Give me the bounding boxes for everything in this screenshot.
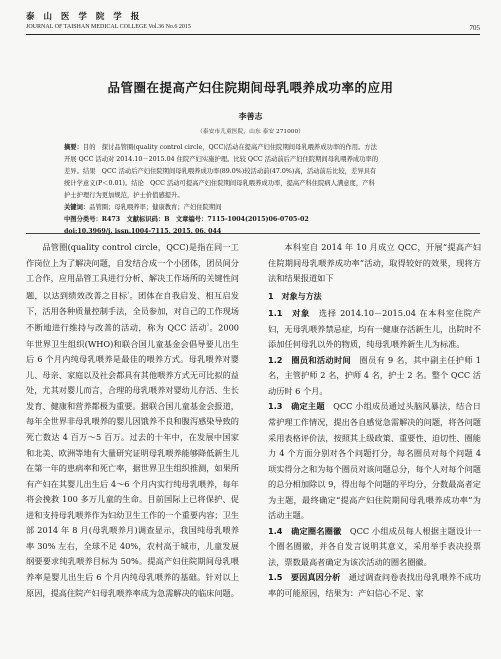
- abstract-line: 摘要：目的 探讨品管圈(quality control circle，QCC)活动在提高产妇住院期间母乳喂养成功率的作用。方法: [64, 144, 377, 151]
- intro-paragraph: 本科室自 2014 年 10 月成立 QCC，开展“提高产妇住院期间母乳喂养成功率”活动，取得较好的效果，现将方法和结果报道如下: [268, 242, 481, 284]
- subsection-1-4: 1.4 确定圈名圈徽 QCC 小组成员每人根据主题设计一个圈名圈徽，并各自发言说明其意义，采用举手表决投票法，票数最高者确定为该次活动的圈名圈徽。: [268, 525, 481, 567]
- journal-name-en: JOURNAL OF TAISHAN MEDICAL COLLEGE Vol.36 No.6 2015: [26, 24, 191, 30]
- clc-line: 中图分类号：R473 文献标识码：B 文章编号：7115-1004(2015)06-0705-02: [64, 216, 309, 223]
- article-author: 李善志: [238, 111, 263, 121]
- abstract-rule: [26, 233, 480, 234]
- abstract-line: 差异。结果 QCC 活动后产妇住院期间母乳喂养成功率(89.0%)较活动前(47.0%)高，活动前后比较，差异具有: [64, 168, 377, 175]
- keywords: 品管圈；母乳喂养率；健康教育；产妇住院期间: [89, 204, 222, 211]
- body-paragraph: 品管圈(quality control circle，QCC)是指在同一工作岗位上为了解决问题，自发结合成一个小团体，团员间分工合作，应用品管工具进行分析、解决工作场所的关键性问题，以达到绩效改善之目标$^{^1}$。团体在自我启发、相互启发下，活用各种质量控制手法，全员参加，对自己的工作现场不断地进行维持与改善的活动，称为 QCC 活动$^{^2}$。2000 年世界卫生组织(WHO)和联合国儿童基金会倡导要儿出生后 6 个月内纯母乳喂养是最佳的喂养方式。母乳喂养对婴儿、母亲、家庭以及社会都具有其他喂养方式无可比拟的益处，尤其对婴儿而言，合理的母乳喂养对婴幼儿存活、生长发育、健康和营养都极为重要。据联合国儿童基金会报道，每年全世界非母乳喂养的婴儿因饿养不良和腹泻感染导致的死亡数达 4 百万～5 百万。过去的十年中，在发展中国家和北美、欧洲等地有大量研究证明母乳喂养能够降低新生儿在第一年的患病率和死亡率，据世界卫生组织推测，如果所有产妇在其婴儿出生后 4～6 个月内实行纯母乳喂养，每年将会挽救 100 多万儿童的生命。目前国际上已将保护、促进和支持母乳喂养作为妇幼卫生工作的一个重要内容；卫生部 2014 年 8 月(母乳喂养月)调查显示，我国纯母乳喂养率 30% 左右，全球不足 40%，农村高于城市，儿童发展纲要要求纯乳喂养目标为 50%。提高产妇住院期间母乳喂养率是婴儿出生后 6 个月内纯母乳喂养的基础。针对以上原因，提高住院产妇母乳喂养率成为急需解决的临床问题。: [26, 242, 239, 598]
- subsection-1-1: 1.1 对象 选择 2014.10－2015.04 在本科室住院产妇，无母乳喂养禁忌症，均有一健康存活新生儿，出院时不添加任何母乳以外的物质，纯母乳喂养新生儿为标准。: [268, 308, 481, 350]
- subsection-1-3: 1.3 确定主题 QCC 小组成员通过头脑风暴法，结合日常护理工作情况，提出各自感觉急需解决的问题，将各问题采用表格评价法，按照其上级政策、重要性、迫切性、圈能力 4 个方面分别对各个问题打分，每名圈员对每个问题 4 项实得分之和为每个圈员对该问题总分，每个人对每个问题的总分相加除以 9，得出每个问题的平均分，分数最高者定为主题，最终确定“提高产妇住院期间母乳喂养成功率”为活动主题。: [268, 401, 481, 521]
- subsection-1-5: 1.5 要因真因分析 通过调查问卷表找出母乳喂养不成功率的可能原因，结果为：产妇信心不足、家: [268, 572, 481, 599]
- header-rule: [26, 34, 480, 35]
- article-title: 品管圈在提高产妇住院期间母乳喂养成功率的应用: [107, 80, 394, 95]
- abstract-line: 统计学意义(P＜0.01)。结论 QCC 活动可提高产妇住院期间母乳喂养成功率，提高产科住院病人满意度，产科: [64, 180, 375, 187]
- doi-line: doi:10.3969/j. issn.1004-7115. 2015. 06. 044: [64, 228, 222, 235]
- section-heading: 1 对象与方法: [268, 291, 322, 301]
- journal-name-cn: 泰 山 医 学 院 学 报: [26, 12, 143, 22]
- abstract-line: 开展 QCC 活动对 2014.10－2015.04 住院产妇实施护理。比较 QCC 活动前后产妇住院期间母乳喂养成功率的: [64, 156, 379, 163]
- right-column: [268, 240, 481, 602]
- left-column: [26, 240, 239, 601]
- keywords-line: [64, 202, 438, 214]
- article-affiliation: （泰安市儿童医院，山东 泰安 271000）: [197, 129, 304, 135]
- journal-header: [26, 10, 480, 30]
- abstract-block: [64, 142, 438, 238]
- abstract-label: 摘要：: [64, 144, 83, 151]
- abstract-line: 护士护理行为更加规范，护士价值感提升。: [64, 192, 184, 199]
- page-number: 705: [469, 24, 480, 32]
- keywords-label: 关键词：: [64, 204, 90, 211]
- subsection-1-2: 1.2 圈员和活动时间 圈员有 9 名，其中副主任护师 1 名，主管护师 2 名，护师 4 名，护士 2 名。整个 QCC 活动历时 6 个月。: [268, 354, 481, 396]
